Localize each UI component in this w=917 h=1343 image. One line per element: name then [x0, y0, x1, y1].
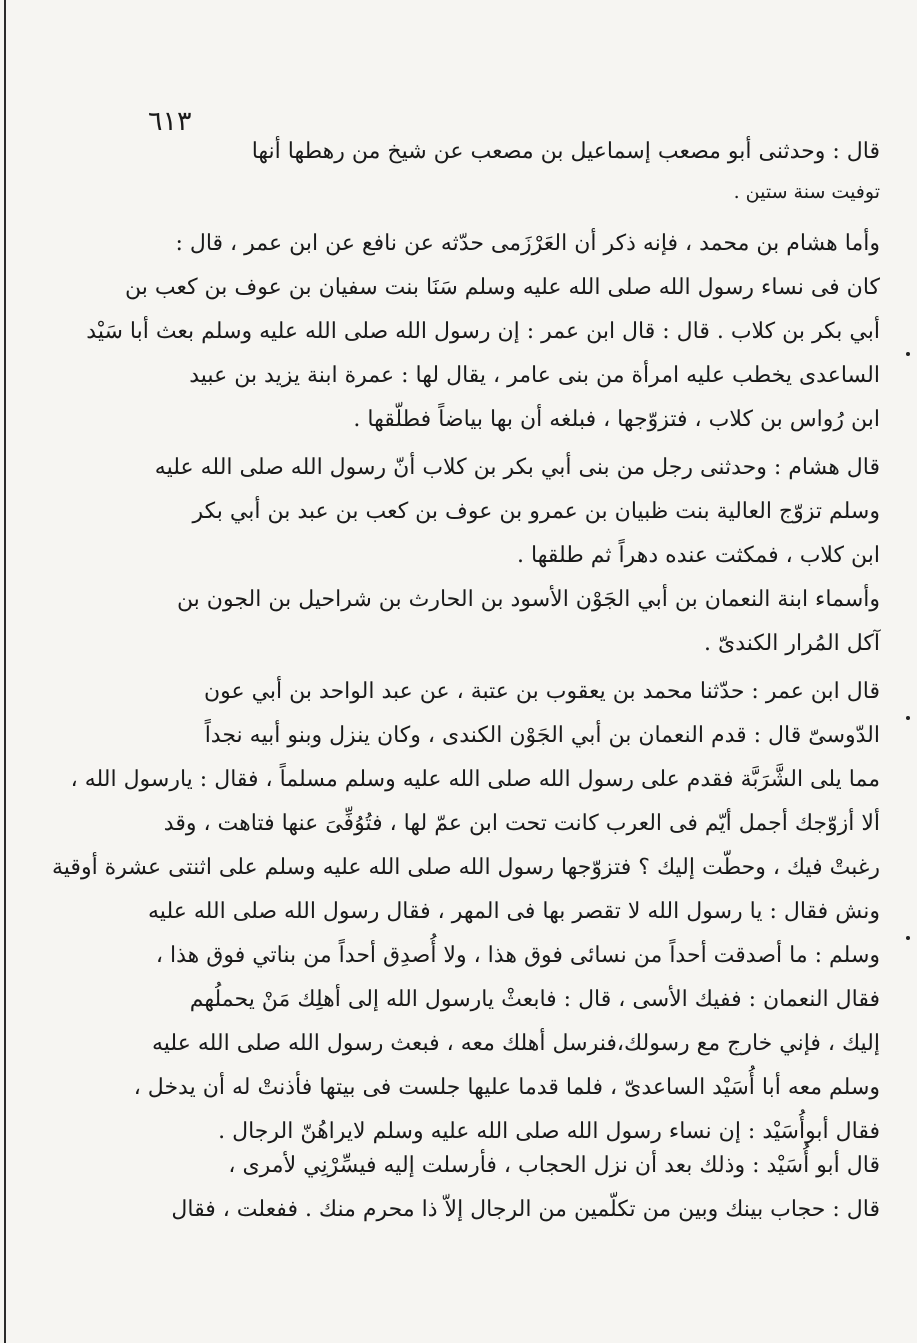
page-left-edge	[4, 0, 6, 1343]
paragraph-4	[158, 578, 880, 666]
text-line: رغبتْ فيك ، وحطّت إليك ؟ فتزوّجها رسول الله صلى الله عليه وسلم على اثنتى عشرة أوقية	[52, 855, 880, 880]
paragraph-6	[158, 1144, 880, 1232]
text-line: قال أبو أُسَيْد : وذلك بعد أن نزل الحجاب ، فأرسلت إليه فيسِّرْنِي لأمرى ،	[228, 1153, 880, 1178]
text-line: فقال أبوأُسَيْد : إن نساء رسول الله صلى الله عليه وسلم لايراهُنّ الرجال .	[218, 1119, 880, 1144]
text-line: قال : حجاب بينك وبين من تكلّمين من الرجال إلاّ ذا محرم منك . ففعلت ، فقال	[171, 1197, 880, 1222]
margin-mark	[906, 716, 910, 720]
margin-mark	[906, 352, 910, 356]
text-line: وأما هشام بن محمد ، فإنه ذكر أن العَرْزَمى حدّثه عن نافع عن ابن عمر ، قال :	[175, 231, 880, 256]
text-line: ابن رُواس بن كلاب ، فتزوّجها ، فبلغه أن بها بياضاً فطلّقها .	[353, 407, 880, 432]
text-line: فقال النعمان : ففيك الأسى ، قال : فابعثْ يارسول الله إلى أهلِك مَنْ يحملُهم	[189, 987, 880, 1012]
text-line: آكل المُرار الكندىّ .	[704, 631, 880, 656]
text-line: مما يلى الشَّرَبَّة فقدم على رسول الله صلى الله عليه وسلم مسلماً ، فقال : يارسول الله ،	[70, 767, 880, 792]
paragraph-2	[86, 222, 880, 442]
paragraph-3	[154, 446, 880, 578]
text-line: إليك ، فإني خارج مع رسولك،فنرسل أهلك معه ، فبعث رسول الله صلى الله عليه	[152, 1031, 880, 1056]
text-line: ونش فقال : يا رسول الله لا تقصر بها فى المهر ، فقال رسول الله صلى الله عليه	[148, 899, 880, 924]
text-line: وأسماء ابنة النعمان بن أبي الجَوْن الأسود بن الحارث بن شراحيل بن الجون بن	[176, 587, 880, 612]
paragraph-5	[52, 670, 880, 1154]
text-line: ابن كلاب ، فمكثت عنده دهراً ثم طلقها .	[517, 543, 880, 568]
text-line: الدّوسىّ قال : قدم النعمان بن أبي الجَوْن الكندى ، وكان ينزل وبنو أبيه نجداً	[204, 723, 880, 748]
text-line: قال : وحدثنى أبو مصعب إسماعيل بن مصعب عن شيخ من رهطها أنها	[251, 139, 880, 164]
margin-mark	[906, 936, 910, 940]
text-line: وسلم معه أبا أُسَيْد الساعدىّ ، فلما قدما عليها جلست فى بيتها فأذنتْ له أن يدخل ،	[133, 1075, 880, 1100]
paragraph-1	[158, 130, 880, 210]
page-number: ٦١٣	[148, 106, 192, 137]
text-line: قال هشام : وحدثنى رجل من بنى أبي بكر بن كلاب أنّ رسول الله صلى الله عليه	[154, 455, 880, 480]
text-line: كان فى نساء رسول الله صلى الله عليه وسلم سَنَا بنت سفيان بن عوف بن كعب بن	[125, 275, 880, 300]
text-line: وسلم : ما أصدقت أحداً من نسائى فوق هذا ، ولا أُصدِق أحداً من بناتي فوق هذا ،	[155, 943, 880, 968]
text-line: وسلم تزوّج العالية بنت ظبيان بن عمرو بن عوف بن كعب بن عبد بن أبي بكر	[192, 499, 880, 524]
text-line: ألا أزوّجك أجمل أيّم فى العرب كانت تحت ابن عمّ لها ، فتُوُفِّىَ عنها فتاهت ، وقد	[163, 811, 880, 836]
text-line: الساعدى يخطب عليه امرأة من بنى عامر ، يقال لها : عمرة ابنة يزيد بن عبيد	[189, 363, 880, 388]
text-line: توفيت سنة ستين .	[733, 181, 880, 203]
text-line: قال ابن عمر : حدّثنا محمد بن يعقوب بن عتبة ، عن عبد الواحد بن أبي عون	[203, 679, 880, 704]
text-line: أبي بكر بن كلاب . قال : قال ابن عمر : إن رسول الله صلى الله عليه وسلم بعث أبا سَيْد	[86, 319, 880, 344]
